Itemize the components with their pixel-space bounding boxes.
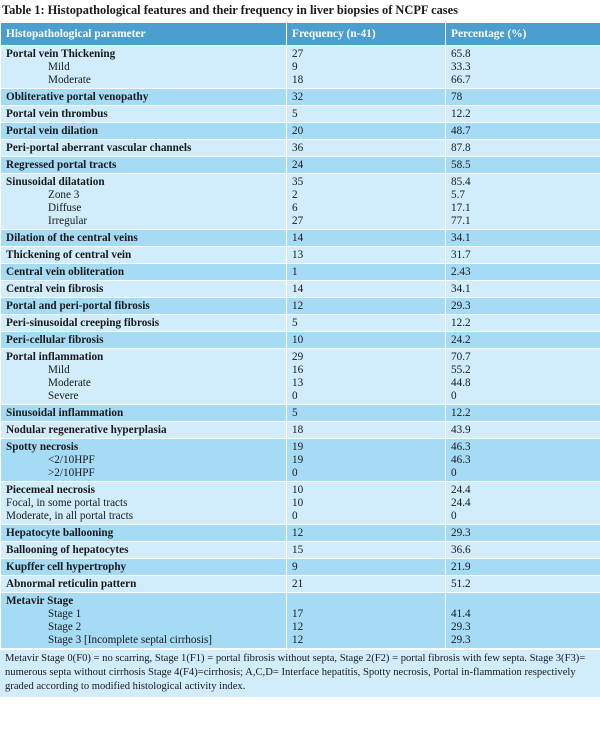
percentage-cell [446,230,600,247]
sub-percentage-value: 46.3 [451,454,471,466]
parameter-name: Kupffer cell hypertrophy [6,561,127,573]
sub-parameter-label: Stage 1 [48,608,82,620]
table-row [1,230,600,247]
percentage-cell [446,247,600,264]
table-row [1,349,600,405]
sub-parameter-label: Mild [48,364,70,376]
sub-percentage-value: 44.8 [451,377,471,389]
parameter-cell [1,525,287,542]
frequency-value: 14 [292,232,304,244]
percentage-value: 29.3 [451,300,471,312]
frequency-value: 36 [292,142,304,154]
parameter-name: Hepatocyte ballooning [6,527,114,539]
frequency-value: 18 [292,424,304,436]
sub-parameter-label: Severe [48,390,79,402]
frequency-value: 21 [292,578,304,590]
percentage-value: 48.7 [451,125,471,137]
percentage-value: 34.1 [451,283,471,295]
frequency-value: 10 [292,334,304,346]
parameter-name: Portal vein Thickening [6,48,116,60]
frequency-cell [287,140,446,157]
table-row [1,315,600,332]
parameter-name: Portal and peri-portal fibrosis [6,300,150,312]
percentage-cell [446,349,600,405]
frequency-cell [287,559,446,576]
sub-frequency-value: 18 [292,74,304,86]
percentage-value: 12.2 [451,407,471,419]
frequency-cell [287,264,446,281]
frequency-cell [287,281,446,298]
parameter-cell [1,174,287,230]
frequency-cell [287,174,446,230]
frequency-value: 20 [292,125,304,137]
parameter-name: Spotty necrosis [6,441,79,453]
table-row [1,593,600,649]
sub-parameter-label: Zone 3 [48,189,80,201]
sub-parameter-label: Mild [48,61,70,73]
percentage-cell [446,264,600,281]
parameter-cell [1,559,287,576]
frequency-value: 12 [292,527,304,539]
table-row [1,89,600,106]
percentage-value: 65.8 [451,48,471,60]
parameter-name: Dilation of the central veins [6,232,138,244]
sub-percentage-value: 24.4 [451,497,471,509]
parameter-cell [1,349,287,405]
table-row [1,106,600,123]
sub-percentage-value: 55.2 [451,364,471,376]
sub-percentage-value: 66.7 [451,74,471,86]
table-row [1,525,600,542]
frequency-cell [287,542,446,559]
parameter-cell [1,298,287,315]
frequency-cell [287,525,446,542]
parameter-name: Nodular regenerative hyperplasia [6,424,167,436]
sub-percentage-value: 33.3 [451,61,471,73]
percentage-cell [446,576,600,593]
percentage-value: 12.2 [451,108,471,120]
frequency-value: 35 [292,176,304,188]
sub-parameter-label: Moderate [48,377,91,389]
frequency-value [292,595,440,608]
percentage-value: 87.8 [451,142,471,154]
frequency-cell [287,298,446,315]
percentage-value: 34.1 [451,232,471,244]
percentage-cell [446,89,600,106]
parameter-cell [1,542,287,559]
parameter-name: Portal vein thrombus [6,108,108,120]
parameter-cell [1,247,287,264]
parameter-name: Ballooning of hepatocytes [6,544,129,556]
sub-parameter-label: Moderate, in all portal tracts [6,510,134,522]
frequency-value: 1 [292,266,298,278]
percentage-value: 36.6 [451,544,471,556]
percentage-cell [446,315,600,332]
parameter-name: Thickening of central vein [6,249,132,261]
percentage-cell [446,422,600,439]
percentage-cell [446,405,600,422]
table-row [1,140,600,157]
parameter-cell [1,482,287,525]
sub-parameter-label: Stage 2 [48,621,82,633]
sub-parameter-label: Focal, in some portal tracts [6,497,128,509]
percentage-cell [446,482,600,525]
parameter-name: Abnormal reticulin pattern [6,578,137,590]
percentage-cell [446,174,600,230]
frequency-cell [287,157,446,174]
parameter-cell [1,89,287,106]
frequency-cell [287,106,446,123]
table-row [1,247,600,264]
parameter-name: Portal vein dilation [6,125,98,137]
percentage-cell [446,281,600,298]
table-row [1,542,600,559]
sub-percentage-value: 77.1 [451,215,471,227]
sub-percentage-value: 29.3 [451,634,471,646]
sub-parameter-label: Stage 3 [Incomplete septal cirrhosis] [48,634,213,646]
frequency-value: 29 [292,351,304,363]
table-row [1,264,600,281]
frequency-cell [287,230,446,247]
parameter-name: Central vein fibrosis [6,283,104,295]
parameter-name: Central vein obliteration [6,266,125,278]
percentage-value [451,595,595,608]
sub-frequency-value: 17 [292,608,304,620]
percentage-cell [446,593,600,649]
percentage-cell [446,542,600,559]
percentage-cell [446,140,600,157]
sub-frequency-value: 13 [292,377,304,389]
frequency-cell [287,422,446,439]
parameter-cell [1,422,287,439]
parameter-cell [1,593,287,649]
parameter-cell [1,281,287,298]
parameter-name: Peri-cellular fibrosis [6,334,104,346]
parameter-cell [1,576,287,593]
percentage-value: 21.9 [451,561,471,573]
percentage-value: 29.3 [451,527,471,539]
frequency-cell [287,315,446,332]
parameter-cell [1,439,287,482]
sub-percentage-value: 0 [451,390,457,402]
percentage-cell [446,298,600,315]
sub-percentage-value: 0 [451,510,457,522]
frequency-value: 14 [292,283,304,295]
table-header-row [1,23,600,46]
frequency-value: 9 [292,561,298,573]
sub-frequency-value: 0 [292,390,298,402]
table-row [1,332,600,349]
frequency-value: 12 [292,300,304,312]
parameter-cell [1,46,287,89]
table-caption: Table 1: Histopathological features and their frequency in liver biopsies of NCPF cases [2,3,458,17]
frequency-cell [287,46,446,89]
header-parameter: Histopathological parameter [1,23,287,46]
frequency-value: 5 [292,407,298,419]
frequency-cell [287,439,446,482]
parameter-cell [1,123,287,140]
header-frequency: Frequency (n-41) [287,23,446,46]
sub-frequency-value: 27 [292,215,304,227]
frequency-value: 27 [292,48,304,60]
sub-parameter-label: Moderate [48,74,91,86]
table-body [1,46,600,649]
table-row [1,405,600,422]
sub-percentage-value: 0 [451,467,457,479]
percentage-cell [446,123,600,140]
frequency-value: 13 [292,249,304,261]
percentage-value: 12.2 [451,317,471,329]
table-row [1,174,600,230]
sub-frequency-value: 16 [292,364,304,376]
frequency-value: 19 [292,441,304,453]
percentage-cell [446,439,600,482]
frequency-cell [287,332,446,349]
table-row [1,576,600,593]
parameter-name: Portal inflammation [6,351,104,363]
sub-parameter-label: <2/10HPF [48,454,95,466]
percentage-value: 78 [451,91,463,103]
frequency-cell [287,576,446,593]
sub-parameter-label: Irregular [48,215,88,227]
table-row [1,123,600,140]
parameter-cell [1,332,287,349]
frequency-cell [287,593,446,649]
percentage-cell [446,46,600,89]
parameter-cell [1,106,287,123]
frequency-cell [287,405,446,422]
percentage-value: 70.7 [451,351,471,363]
parameter-name: Peri-portal aberrant vascular channels [6,142,192,154]
sub-frequency-value: 12 [292,621,304,633]
table-row [1,422,600,439]
table-row [1,482,600,525]
parameter-cell [1,405,287,422]
table-row [1,439,600,482]
table-row [1,559,600,576]
sub-frequency-value: 6 [292,202,298,214]
table-row [1,281,600,298]
parameter-name: Metavir Stage [6,595,74,607]
percentage-value: 51.2 [451,578,471,590]
frequency-value: 10 [292,484,304,496]
percentage-cell [446,106,600,123]
percentage-value: 46.3 [451,441,471,453]
parameter-name: Sinusoidal dilatation [6,176,105,188]
sub-frequency-value: 2 [292,189,298,201]
parameter-cell [1,140,287,157]
frequency-value: 24 [292,159,304,171]
sub-percentage-value: 5.7 [451,189,465,201]
percentage-cell [446,332,600,349]
sub-percentage-value: 41.4 [451,608,471,620]
frequency-cell [287,247,446,264]
percentage-value: 24.2 [451,334,471,346]
frequency-value: 5 [292,108,298,120]
percentage-value: 43.9 [451,424,471,436]
frequency-cell [287,482,446,525]
sub-percentage-value: 17.1 [451,202,471,214]
table-footnote: Metavir Stage 0(F0) = no scarring, Stage 1(F1) = portal fibrosis without septa, Stage 2(F2) = portal fibrosis with few septa. Stage 3(F3)= numerous septa without cirrhosis Stage 4(F4)=cirrhosis; A,C,D= Interface hepatitis, Spotty necrosis, Portal in-flammation respectively graded according to modified histological activity index. [0,649,600,697]
percentage-value: 85.4 [451,176,471,188]
frequency-value: 32 [292,91,304,103]
parameter-name: Sinusoidal inflammation [6,407,124,419]
parameter-cell [1,157,287,174]
table-row [1,157,600,174]
percentage-cell [446,559,600,576]
sub-frequency-value: 10 [292,497,304,509]
table-row [1,46,600,89]
parameter-name: Piecemeal necrosis [6,484,95,496]
parameter-cell [1,264,287,281]
frequency-cell [287,123,446,140]
sub-frequency-value: 12 [292,634,304,646]
header-percentage: Percentage (%) [446,23,600,46]
percentage-value: 2.43 [451,266,471,278]
percentage-value: 24.4 [451,484,471,496]
parameter-name: Obliterative portal venopathy [6,91,149,103]
frequency-cell [287,349,446,405]
parameter-cell [1,315,287,332]
percentage-value: 31.7 [451,249,471,261]
sub-frequency-value: 19 [292,454,304,466]
parameter-cell [1,230,287,247]
parameter-name: Peri-sinusoidal creeping fibrosis [6,317,160,329]
percentage-cell [446,157,600,174]
sub-frequency-value: 0 [292,510,298,522]
table-row [1,298,600,315]
percentage-value: 58.5 [451,159,471,171]
histopathology-table [0,22,600,649]
sub-frequency-value: 9 [292,61,298,73]
frequency-cell [287,89,446,106]
frequency-value: 15 [292,544,304,556]
percentage-cell [446,525,600,542]
sub-parameter-label: >2/10HPF [48,467,95,479]
sub-percentage-value: 29.3 [451,621,471,633]
parameter-name: Regressed portal tracts [6,159,117,171]
frequency-value: 5 [292,317,298,329]
sub-frequency-value: 0 [292,467,298,479]
sub-parameter-label: Diffuse [48,202,82,214]
